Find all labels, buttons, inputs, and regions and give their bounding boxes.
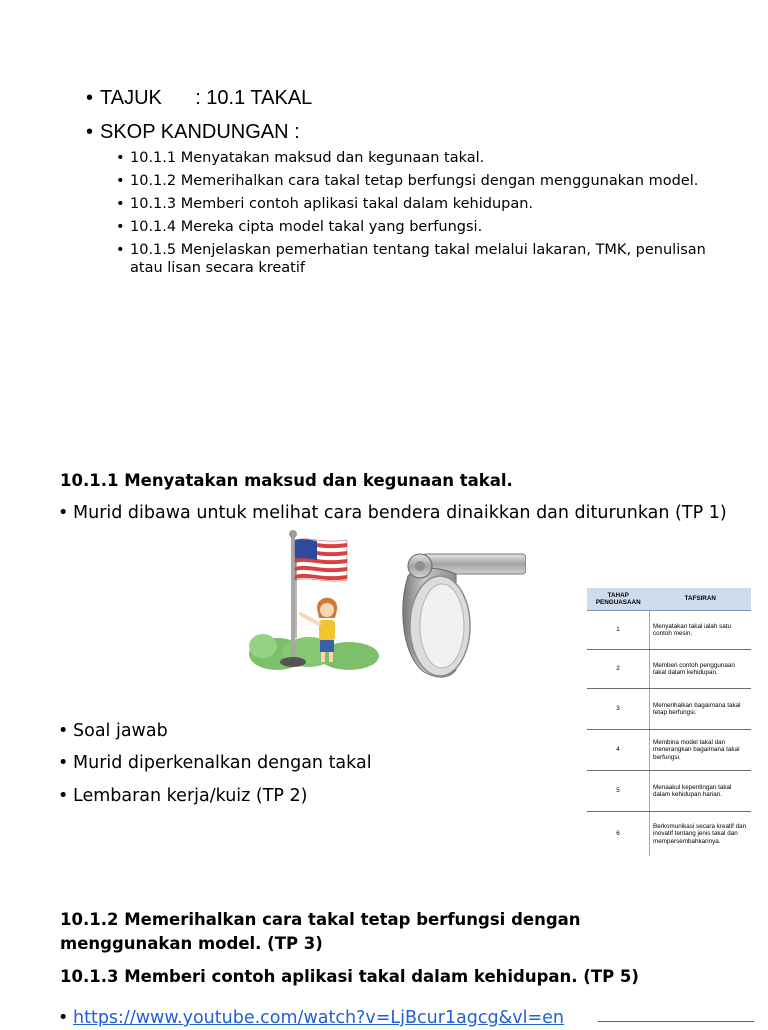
flag-raising-illustration (249, 528, 387, 674)
table-row (587, 771, 751, 812)
table-cell-text: Memerihalkan bagaimana takal tetap berfungsi. (650, 689, 752, 730)
bullet-worksheet-text: Lembaran kerja/kuiz (TP 2) (73, 786, 308, 806)
mastery-level-table (587, 588, 751, 856)
topic-title: • TAJUK : 10.1 TAKAL (86, 87, 313, 109)
scope-item: • 10.1.3 Memberi contoh aplikasi takal dalam kehidupan. (116, 195, 716, 213)
topic-title-text: TAJUK : 10.1 TAKAL (100, 87, 313, 109)
bullet-flag-observation: • Murid dibawa untuk melihat cara bendera dinaikkan dan diturunkan (TP 1) (58, 503, 727, 523)
scope-item: • 10.1.2 Memerihalkan cara takal tetap berfungsi dengan menggunakan model. (116, 172, 716, 190)
table-cell-level: 2 (587, 650, 650, 689)
bullet-intro-pulley: • Murid diperkenalkan dengan takal (58, 753, 372, 773)
table-header-level: TAHAP PENGUASAAN (587, 588, 650, 611)
divider-line (598, 1021, 754, 1022)
table-cell-level: 4 (587, 730, 650, 771)
table-cell-level: 1 (587, 611, 650, 650)
bullet-qa-text: Soal jawab (73, 721, 168, 741)
section-heading-10-1-1: 10.1.1 Menyatakan maksud dan kegunaan takal. (60, 471, 513, 490)
table-row (587, 650, 751, 689)
section-heading-10-1-2: 10.1.2 Memerihalkan cara takal tetap berfungsi dengan menggunakan model. (TP 3) (60, 910, 581, 953)
table-cell-text: Membina model takal dan menerangkan bagaimana takal berfungsi. (650, 730, 752, 771)
table-row (587, 812, 751, 857)
table-row (587, 611, 751, 650)
table-cell-text: Berkomunikasi secara kreatif dan inovatif tentang jenis takal dan mempersembahkannya. (653, 822, 747, 845)
bullet-intro-pulley-text: Murid diperkenalkan dengan takal (73, 753, 372, 773)
table-row (587, 730, 751, 771)
scope-heading: • SKOP KANDUNGAN : (86, 121, 300, 143)
bullet-qa: • Soal jawab (58, 721, 168, 741)
bullet-worksheet: • Lembaran kerja/kuiz (TP 2) (58, 786, 308, 806)
scope-list (116, 149, 716, 282)
scope-item: • 10.1.4 Mereka cipta model takal yang berfungsi. (116, 218, 716, 236)
pulley-photo (398, 546, 526, 678)
section-heading-10-1-3: 10.1.3 Memberi contoh aplikasi takal dalam kehidupan. (TP 5) (60, 967, 639, 986)
table-cell-level: 5 (587, 771, 650, 812)
table-cell-level: 3 (587, 689, 650, 730)
scope-item: • 10.1.5 Menjelaskan pemerhatian tentang takal melalui lakaran, TMK, penulisan atau lisan secara kreatif (116, 241, 716, 277)
table-cell-text: Memberi contoh penggunaan takal dalam kehidupan. (650, 650, 752, 689)
table-header-interpretation: TAFSIRAN (650, 588, 752, 611)
youtube-link[interactable]: https://www.youtube.com/watch?v=LjBcur1agcg&vl=en (73, 1008, 564, 1028)
scope-heading-text: SKOP KANDUNGAN : (100, 121, 300, 143)
table-cell-text: Menyatakan takal ialah satu contoh mesin. (650, 611, 752, 650)
table-cell-text: Menaakul kepentingan takal dalam kehidupan harian. (650, 771, 752, 812)
table-cell-level: 6 (587, 812, 650, 857)
bullet-flag-observation-text: Murid dibawa untuk melihat cara bendera dinaikkan dan diturunkan (TP 1) (73, 503, 727, 523)
scope-item: • 10.1.1 Menyatakan maksud dan kegunaan takal. (116, 149, 716, 167)
table-row (587, 689, 751, 730)
video-link-item: • https://www.youtube.com/watch?v=LjBcur1agcg&vl=en (58, 1008, 564, 1028)
